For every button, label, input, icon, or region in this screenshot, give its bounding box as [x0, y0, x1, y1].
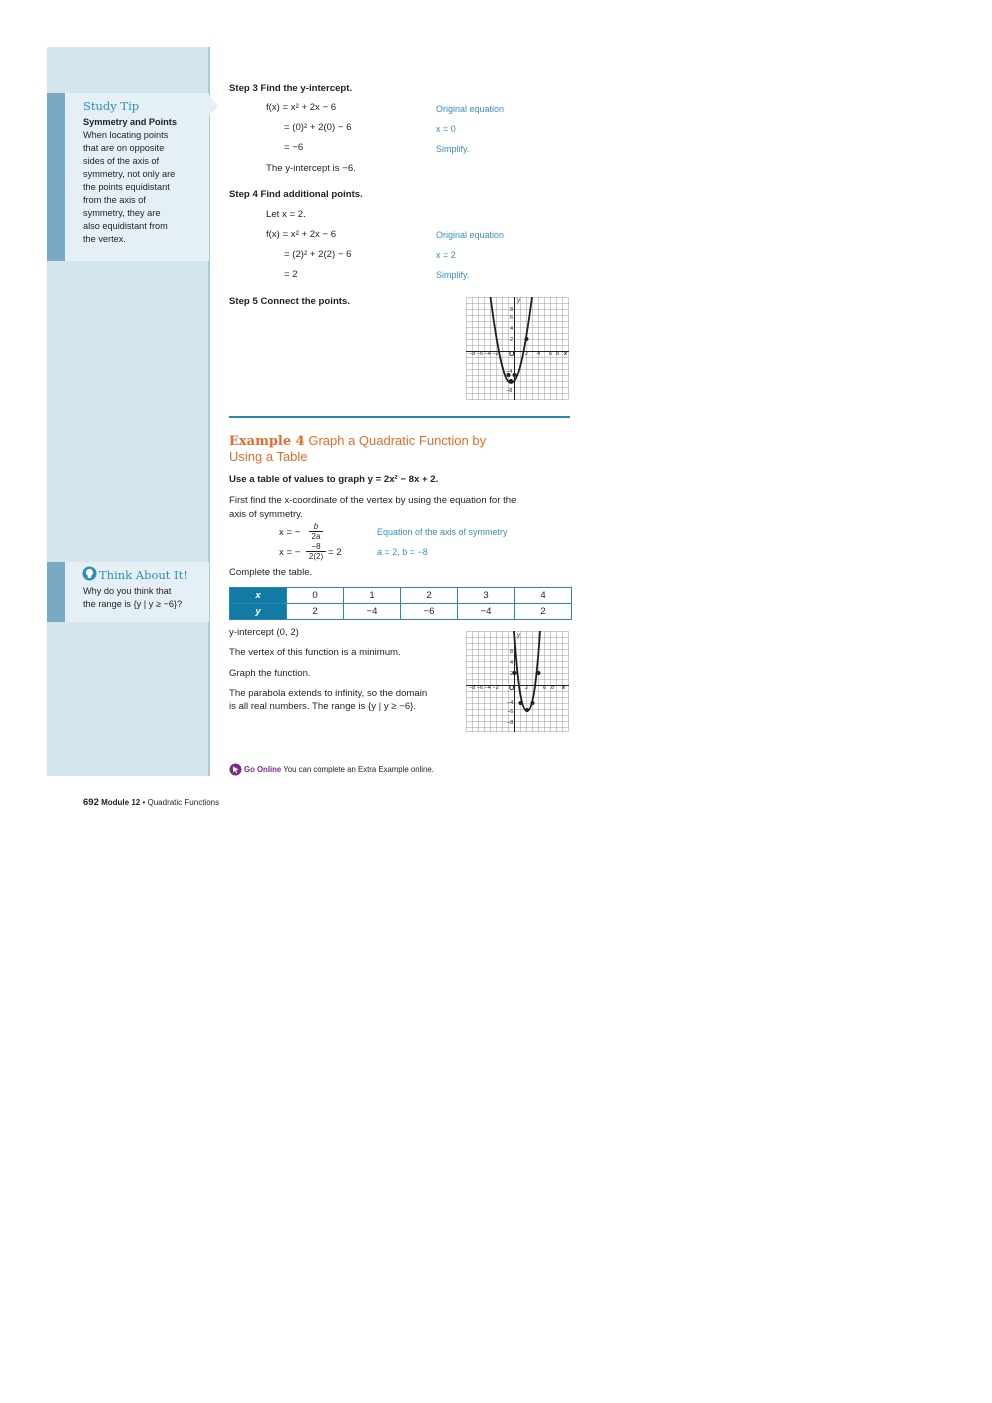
- x-tick-label: 2: [525, 685, 529, 691]
- y-tick-label: 8: [510, 649, 514, 655]
- x-tick-label: 2: [525, 351, 529, 357]
- x-tick-label: 8: [556, 351, 560, 357]
- eq1-denominator: 2a: [309, 531, 323, 541]
- eq2-fraction: [306, 542, 326, 561]
- values-table: [229, 587, 572, 620]
- table-header-y: y: [230, 604, 287, 620]
- origin-label: O: [509, 351, 515, 358]
- footer-module: Module 12: [101, 798, 141, 807]
- step4-note2: x = 2: [436, 250, 456, 260]
- study-tip-bar: [47, 93, 65, 261]
- think-label: Think About It!: [99, 568, 188, 582]
- table-row: [230, 588, 572, 604]
- domain-text-2: is all real numbers. The range is {y | y ≥ −6}.: [229, 701, 417, 712]
- example4-intro: First find the x-coordinate of the vertex by using the equation for the: [229, 495, 517, 506]
- x-tick-label: 6: [543, 685, 547, 691]
- y-tick-label: −8: [506, 388, 513, 394]
- go-online-icon[interactable]: [229, 763, 242, 776]
- example4-graph: [466, 631, 569, 732]
- study-tip-line: also equidistant from: [83, 221, 168, 231]
- complete-table-text: Complete the table.: [229, 567, 313, 578]
- origin-label: O: [509, 685, 515, 692]
- table-cell: 2: [401, 588, 458, 604]
- study-tip-arrow: [209, 96, 218, 116]
- study-tip-line: symmetry, they are: [83, 208, 161, 218]
- step5-heading: Step 5 Connect the points.: [229, 296, 350, 307]
- step4-note3: Simplify.: [436, 270, 470, 280]
- example4-title-rest: Graph a Quadratic Function by: [308, 433, 487, 448]
- step5-graph: [466, 297, 569, 400]
- graph-function-text: Graph the function.: [229, 668, 311, 679]
- step4-line2: = (2)² + 2(2) − 6: [284, 249, 352, 260]
- table-cell: 2: [515, 604, 572, 620]
- graph-grid: [466, 297, 569, 400]
- table-cell: 4: [515, 588, 572, 604]
- x-tick-label: 6: [549, 351, 553, 357]
- table-header-x: x: [230, 588, 287, 604]
- vertex-text: The vertex of this function is a minimum.: [229, 647, 401, 658]
- step3-line3: = −6: [284, 142, 304, 153]
- graph-grid: [466, 631, 569, 732]
- y-tick-label: −8: [507, 720, 514, 726]
- eq2-denominator: 2(2): [306, 551, 326, 561]
- think-bar: [47, 562, 65, 622]
- study-tip-line: symmetry, not only are: [83, 169, 176, 179]
- eq2-numerator: −8: [311, 542, 321, 551]
- y-tick-label: 8: [510, 307, 514, 313]
- example4-intro2: axis of symmetry.: [229, 509, 303, 520]
- eq1-note: Equation of the axis of symmetry: [377, 527, 508, 537]
- footer-bullet: •: [142, 798, 146, 807]
- point-y-intercept: [513, 373, 517, 377]
- study-tip-line: that are on opposite: [83, 143, 165, 153]
- eq1-numerator: b: [313, 522, 319, 531]
- y-intercept-text: y-intercept (0, 2): [229, 627, 299, 638]
- table-cell: 3: [458, 588, 515, 604]
- lightbulb-icon: [82, 566, 97, 581]
- table-cell: −4: [344, 604, 401, 620]
- eq1-fraction: [309, 522, 323, 541]
- study-tip-line: the points equidistant: [83, 182, 170, 192]
- go-online-link[interactable]: Go Online: [244, 765, 282, 774]
- study-tip-line: When locating points: [83, 130, 169, 140]
- step4-note1: Original equation: [436, 230, 505, 240]
- eq2-left: x = −: [279, 547, 301, 558]
- y-tick-label: 6: [510, 315, 514, 321]
- y-tick-label: 2: [510, 671, 514, 677]
- eq2-right: = 2: [328, 547, 342, 558]
- table-cell: −4: [458, 604, 515, 620]
- study-tip-label: Study Tip: [83, 99, 140, 113]
- study-tip-line: the vertex.: [83, 234, 126, 244]
- x-label: x: [564, 351, 568, 357]
- x-axis-neg-labels: −8 −6 −4 −2: [469, 351, 499, 357]
- example4-title-line2: Using a Table: [229, 449, 308, 464]
- example4-instruction: Use a table of values to graph y = 2x² − 8x + 2.: [229, 474, 439, 485]
- page-number: 692: [83, 797, 99, 808]
- step3-line2: = (0)² + 2(0) − 6: [284, 122, 352, 133]
- think-line: Why do you think that: [83, 586, 172, 596]
- step4-line3: = 2: [284, 269, 298, 280]
- footer-topic: Quadratic Functions: [147, 798, 220, 807]
- eq1-left: x = −: [279, 527, 301, 538]
- table-row: [230, 604, 572, 620]
- step4-heading: Step 4 Find additional points.: [229, 189, 363, 200]
- example4-title: [229, 433, 486, 450]
- think-line: the range is {y | y ≥ −6}?: [83, 599, 183, 609]
- x-tick-label: 4: [537, 351, 541, 357]
- y-tick-label: −4: [506, 369, 513, 375]
- point-x4: [537, 671, 541, 675]
- step3-note2: x = 0: [436, 124, 456, 134]
- point-x3: [531, 701, 535, 705]
- y-label: y: [517, 298, 520, 304]
- x-tick-label: 8: [551, 685, 555, 691]
- y-label: y: [517, 633, 520, 639]
- x-label: x: [562, 685, 566, 691]
- y-tick-label: −6: [507, 709, 514, 715]
- page-footer: [83, 797, 219, 808]
- study-tip-heading: Symmetry and Points: [83, 117, 177, 127]
- study-tip-line: sides of the axis of: [83, 156, 160, 166]
- step3-note3: Simplify.: [436, 144, 470, 154]
- go-online-text: You can complete an Extra Example online.: [283, 765, 434, 774]
- table-cell: 2: [287, 604, 344, 620]
- point-x1: [519, 701, 523, 705]
- step3-note1: Original equation: [436, 104, 505, 114]
- y-tick-label: 4: [510, 660, 514, 666]
- y-tick-label: 2: [510, 337, 514, 343]
- x-axis-neg-labels: −8 −6 −4 −2: [469, 685, 499, 691]
- point-vertex: [525, 708, 529, 712]
- eq2-note: a = 2, b = −8: [377, 547, 428, 557]
- example4-number: Example 4: [229, 434, 305, 449]
- domain-text-1: The parabola extends to infinity, so the domain: [229, 688, 428, 699]
- study-tip-line: from the axis of: [83, 195, 146, 205]
- step3-result: The y-intercept is −6.: [266, 163, 356, 174]
- point-x0: [513, 671, 517, 675]
- point-x2: [525, 337, 529, 341]
- y-tick-label: 4: [510, 326, 514, 332]
- study-tip-body: [83, 129, 207, 246]
- step4-line1: f(x) = x² + 2x − 6: [266, 229, 337, 240]
- step3-heading: Step 3 Find the y-intercept.: [229, 83, 353, 94]
- go-online-line: [244, 765, 434, 774]
- y-tick-label: −6: [506, 379, 513, 385]
- step3-line1: f(x) = x² + 2x − 6: [266, 102, 337, 113]
- table-cell: 1: [344, 588, 401, 604]
- y-tick-label: −4: [507, 700, 514, 706]
- step4-let: Let x = 2.: [266, 209, 306, 220]
- example-separator: [229, 416, 570, 418]
- table-cell: 0: [287, 588, 344, 604]
- table-cell: −6: [401, 604, 458, 620]
